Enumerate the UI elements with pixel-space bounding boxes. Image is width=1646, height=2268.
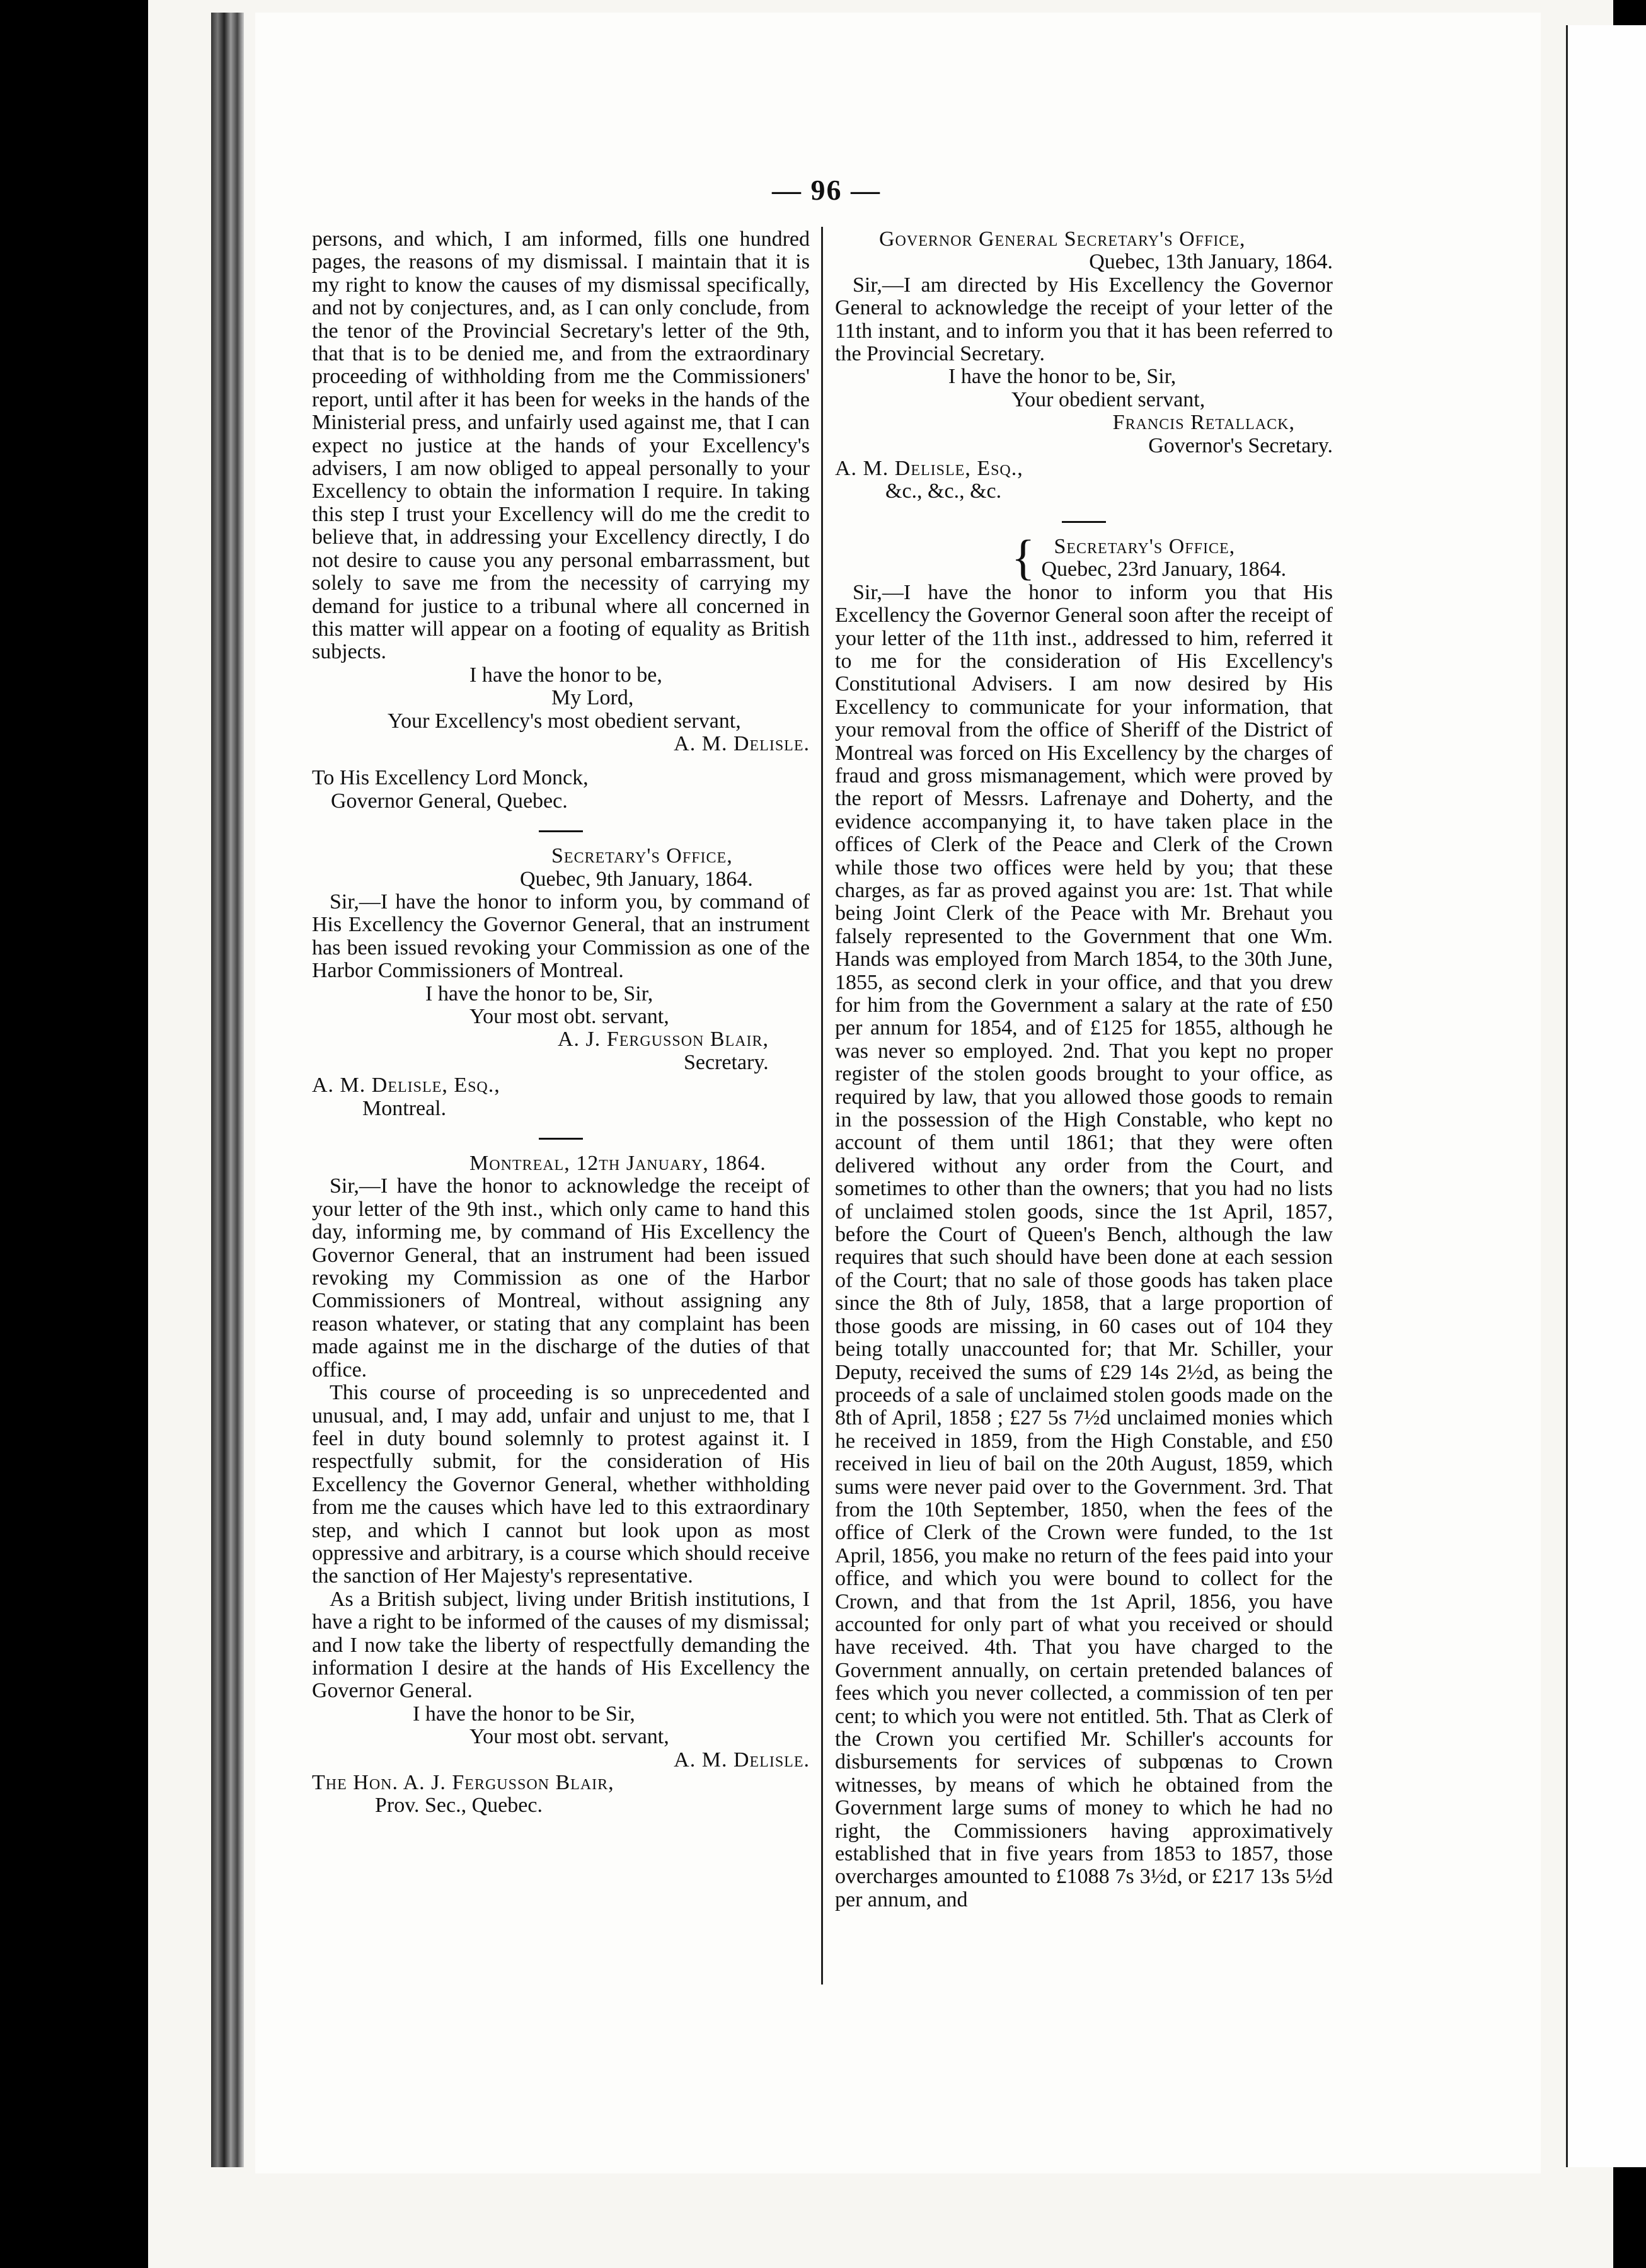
letter-paragraph: Sir,—I have the honor to inform you, by command of His Excellency the Governor General, that an instrument has been issued revoking your Commission as one of the Harbor Commissioners of Montreal. bbox=[312, 890, 810, 983]
closing-line: Your Excellency's most obedient servant, bbox=[388, 709, 741, 733]
next-page-edge bbox=[1566, 25, 1646, 2167]
section-rule bbox=[1062, 521, 1106, 523]
right-column bbox=[835, 228, 1333, 1911]
addressee: Prov. Sec., Quebec. bbox=[375, 1794, 543, 1818]
letter-heading: Secretary's Office, bbox=[1054, 534, 1236, 558]
closing-line: Your obedient servant, bbox=[1011, 387, 1206, 411]
closing-line: I have the honor to be, Sir, bbox=[425, 982, 653, 1005]
letter-paragraph: Sir,—I have the honor to inform you that His Excellency the Governor General soon after the receipt of your letter of the 11th inst., addressed to him, referred it to me for the consideration of His Excellency's Constitutional Advisers. I am now desired by His Excellency to communicate for your information, that your removal from the office of Sheriff of the District of Montreal was forced on His Excellency by the charges of fraud and gross mismanagement, which were proved by the report of Messrs. Lafrenaye and Doherty, and the evidence accompanying it, to have taken place in the offices of Clerk of the Peace and Clerk of the Crown while those two offices were held by you; that these charges, as far as proved against you are: 1st. That while being Joint Clerk of the Peace with Mr. Brehaut you falsely represented to the Government that one Wm. Hands was employed from March 1854, to the 30th June, 1855, as second clerk in your office, and that you drew for him from the Government a salary at the rate of £50 per annum for 1854, and of £125 for 1855, although he was never so employed. 2nd. That you kept no proper register of the stolen goods brought to your office, as required by law, that you allowed those goods to remain in the possession of the High Constable, who kept no account of them until 1861; that they were often delivered without any order from the Court, and sometimes to other than the owners; that you had no lists of unclaimed stolen goods, since the 1st April, 1857, before the Court of Queen's Bench, although the law requires that such should have been done at each session of the Court; that no sale of those goods has taken place since the 8th of July, 1858, that a large proportion of those goods are missing, in 60 cases out of 104 they being totally unaccounted for; that Mr. Schiller, your Deputy, received the sums of £29 14s 2½d, as being the proceeds of a sale of unclaimed stolen goods made on the 8th of April, 1858 ; £27 5s 7½d unclaimed monies which he received in 1859, from the High Constable, and £50 received in lieu of bail on the 20th August, 1859, which sums were never paid over to the Government. 3rd. That from the 10th September, 1850, when the fees of the office of Clerk of the Crown were funded, to the 1st April, 1856, you make no return of the fees paid into your office, and which you were bound to collect for the Crown, and that from the 1st April, 1856, you have accounted for only part of what you received or should have received. 4th. That you have charged to the Government annually, on certain pretended balances of fees which you never collected, a commission of ten per cent; to which you were not entitled. 5th. That as Clerk of the Crown you certified Mr. Schiller's accounts for disbursements for services of subpœnas to Crown witnesses, by means of which he obtained from the Government large sums of money to which he had no right, the Commissioners having approximatively established that in five years from 1853 to 1857, those overcharges amounted to £1088 7s 3½d, or £217 13s 5½d per annum, and bbox=[835, 580, 1333, 1911]
letter-date: Quebec, 9th January, 1864. bbox=[520, 867, 753, 891]
letter-heading-block bbox=[835, 529, 1333, 585]
addressee: A. M. Delisle, Esq., bbox=[312, 1074, 500, 1097]
addressee: A. M. Delisle, Esq., bbox=[835, 457, 1023, 481]
closing-line: I have the honor to be, Sir, bbox=[948, 365, 1177, 389]
letter-paragraph: As a British subject, living under British institutions, I have a right to be informed of the causes of my dismissal; and I now take the liberty of respectfully demanding the information I desire at the hands of His Excellency the Governor General. bbox=[312, 1587, 810, 1703]
binding-edge bbox=[211, 13, 244, 2167]
letter-date: Quebec, 13th January, 1864. bbox=[1089, 250, 1333, 274]
addressee: &c., &c., &c. bbox=[885, 479, 1002, 503]
brace-icon: { bbox=[1011, 529, 1035, 585]
closing-line: My Lord, bbox=[551, 686, 634, 710]
addressee: The Hon. A. J. Fergusson Blair, bbox=[312, 1771, 614, 1794]
closing-line: Your most obt. servant, bbox=[469, 1005, 669, 1028]
addressee: Governor General, Quebec. bbox=[331, 789, 568, 813]
letter-paragraph: persons, and which, I am informed, fills one hundred pages, the reasons of my dismissal. I maintain that it is my right to know the causes of my dismissal specifically, and not by conjectures, and, as I can only conclude, from the tenor of the Provincial Secretary's letter of the 9th, that that is to be denied me, and from the extraordinary proceeding of withholding from me the Commissioners' report, until after it has been for weeks in the hands of the Ministerial press, and unfairly used against me, that I can expect no justice at the hands of your Excellency's advisers, I am now obliged to appeal personally to your Excellency to obtain the information I require. In taking this step I trust your Excellency will do me the credit to believe that, in addressing your Excellency directly, I do not desire to cause you any personal embarrassment, but solely to save me from the necessity of carrying my demand for justice to a tribunal where all concerned in this matter will appear on a footing of equality as British subjects. bbox=[312, 227, 810, 664]
page-number: — 96 — bbox=[772, 174, 881, 206]
signature: A. M. Delisle. bbox=[674, 1748, 810, 1772]
closing-line: I have the honor to be Sir, bbox=[413, 1702, 635, 1726]
letter-paragraph: Sir,—I am directed by His Excellency the Governor General to acknowledge the receipt of your letter of the 11th instant, and to inform you that it has been referred to the Provincial Secretary. bbox=[835, 273, 1333, 366]
closing-line: Your most obt. servant, bbox=[469, 1725, 669, 1749]
signature-title: Governor's Secretary. bbox=[1148, 433, 1333, 457]
closing-line: I have the honor to be, bbox=[469, 663, 662, 687]
section-rule bbox=[539, 1138, 583, 1140]
section-rule bbox=[539, 830, 583, 832]
letter-heading: Montreal, 12th January, 1864. bbox=[469, 1152, 766, 1176]
addressee: Montreal. bbox=[362, 1096, 447, 1120]
letter-heading: Governor General Secretary's Office, bbox=[879, 227, 1246, 251]
letter-paragraph: Sir,—I have the honor to acknowledge the receipt of your letter of the 9th inst., which only came to hand this day, informing me, by command of His Excellency the Governor General, that an instrument had been issued revoking my Commission as one of the Harbor Commissioners of Montreal, without assigning any reason whatever, or stating that any complaint has been made against me in the discharge of the duties of that office. bbox=[312, 1174, 810, 1382]
signature: Francis Retallack, bbox=[1112, 411, 1295, 435]
left-column bbox=[312, 228, 810, 1818]
signature: A. J. Fergusson Blair, bbox=[558, 1028, 769, 1051]
letter-paragraph: This course of proceeding is so unprecedented and unusual, and, I may add, unfair and unjust to me, that I feel in duty bound solemnly to protest against it. I respectfully submit, for the consideration of His Excellency the Governor General, whether withholding from me the causes which have led to this extraordinary step, and which I cannot but look upon as most oppressive and arbitrary, is a course which should receive the sanction of Her Majesty's representative. bbox=[312, 1381, 810, 1588]
addressee: To His Excellency Lord Monck, bbox=[312, 766, 589, 790]
signature: A. M. Delisle. bbox=[674, 731, 810, 755]
letter-heading: Secretary's Office, bbox=[551, 844, 733, 868]
letter-date: Quebec, 23rd January, 1864. bbox=[1041, 558, 1287, 581]
column-divider bbox=[821, 227, 823, 1984]
signature-title: Secretary. bbox=[684, 1050, 769, 1074]
